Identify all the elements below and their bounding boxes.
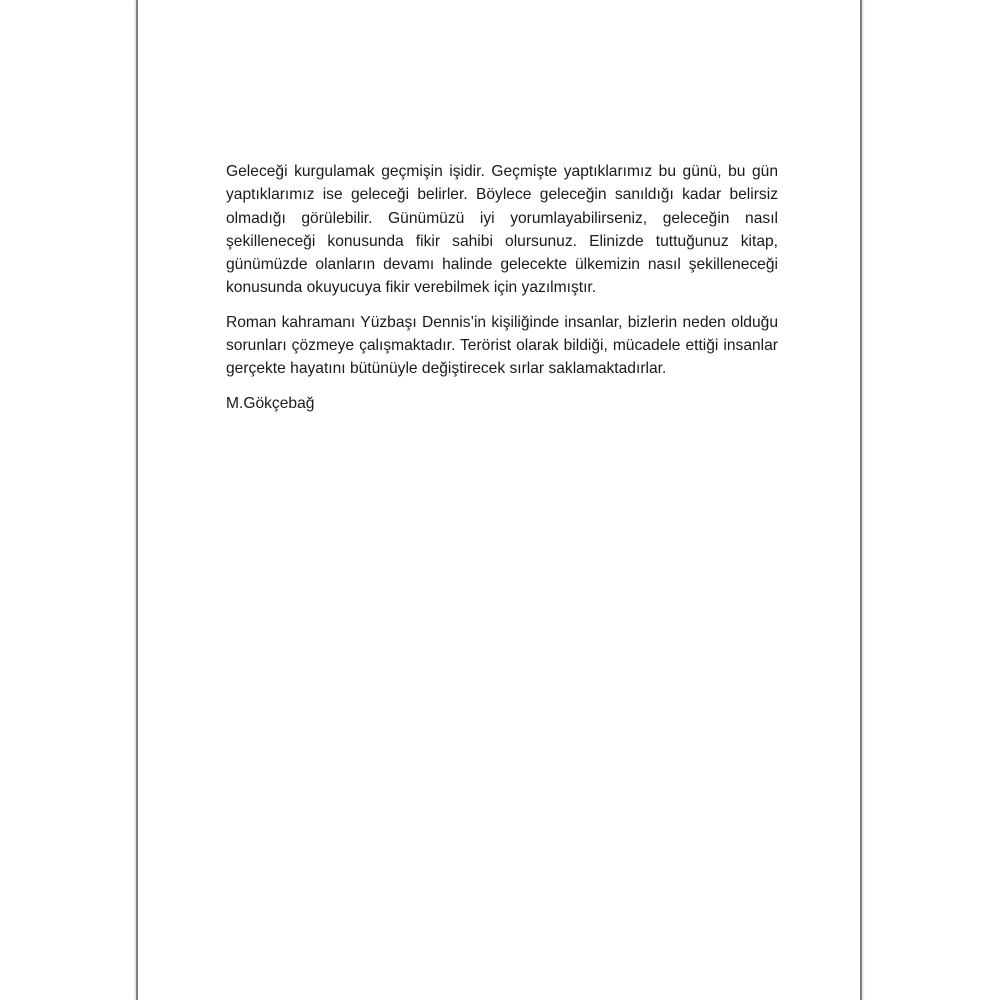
paragraph-2: Roman kahramanı Yüzbaşı Dennis’in kişiliğinde insanlar, bizlerin neden olduğu sorunları çözmeye çalışmaktadır. Terörist olarak bildiği, mücadele ettiği insanlar gerçekte hayatını bütünüyle değiştirecek sırlar saklamaktadırlar. (226, 313, 778, 378)
paragraph-1: Geleceği kurgulamak geçmişin işidir. Geçmişte yaptıklarımız bu günü, bu gün yaptıklarımız ise geleceği belirler. Böylece geleceğin sanıldığı kadar belirsiz olmadığı görülebilir. Günümüzü iyi yorumlayabilirseniz, geleceğin nasıl şekilleneceği konusunda fikir sahibi olursunuz. Elinizde tuttuğunuz kitap, günümüzde olanların devamı halinde gelecekte ülkemizin nasıl şekilleneceği konusunda okuyucuya fikir verebilmek için yazılmıştır. (226, 163, 778, 297)
document-page (136, 0, 862, 1000)
author-signature: M.Gökçebağ (226, 394, 315, 412)
page-content (226, 160, 778, 415)
